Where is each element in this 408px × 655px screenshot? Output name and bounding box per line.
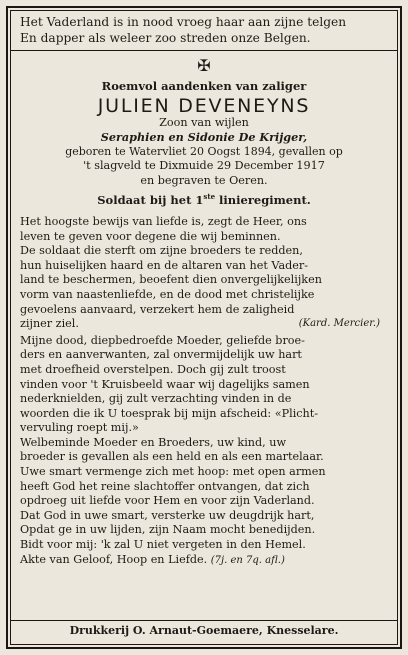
- card-content: [20, 14, 388, 568]
- paragraph-line: opdroeg uit liefde voor Hem en voor zijn Vaderland.: [20, 494, 315, 508]
- header-line-2: En dapper als weleer zoo streden onze Belgen.: [20, 31, 311, 45]
- paragraph-mother: [20, 334, 388, 436]
- paragraph-line: met droefheid overstelpen. Doch gij zult troost: [20, 362, 286, 376]
- paragraph-family: [20, 436, 388, 568]
- quote-attribution: (Kard. Mercier.): [298, 318, 380, 330]
- birth-line: geboren te Watervliet 20 Oogst 1894, gevallen op: [65, 144, 343, 158]
- paragraph-line: Mijne dood, diepbedroefde Moeder, geliefde broe-: [20, 333, 305, 347]
- paragraph-line: heeft God het reine slachtoffer ontvangen, dat zich: [20, 479, 310, 493]
- paragraph-line: Opdat ge in uw lijden, zijn Naam mocht benedijden.: [20, 523, 316, 537]
- printer-credit: Drukkerij O. Arnaut-Goemaere, Knesselare.: [69, 624, 339, 637]
- paragraph-line: ders en aanverwanten, zal onvermijdelijk uw hart: [20, 348, 302, 362]
- paragraph-love: [20, 215, 388, 332]
- acts-line: [20, 553, 388, 569]
- memorial-title: Roemvol aandenken van zaliger: [101, 79, 307, 93]
- indulgence-note: (7j. en 7q. afl.): [210, 554, 285, 566]
- acts-text: Akte van Geloof, Hoop en Liefde.: [20, 552, 208, 566]
- regiment-suffix: linieregiment.: [215, 192, 311, 207]
- paragraph-line: vervuling roept mij.»: [20, 421, 139, 435]
- death-line: 't slagveld te Dixmuide 29 December 1917: [83, 159, 325, 173]
- paragraph-line: [20, 317, 388, 332]
- paragraph-line: broeder is gevallen als een held en als een martelaar.: [20, 450, 324, 464]
- paragraph-line: vinden voor 't Kruisbeeld waar wij dagelijks samen: [20, 377, 310, 391]
- paragraph-line: Uwe smart vermenge zich met hoop: met open armen: [20, 465, 326, 479]
- paragraph-line: nederknielden, gij zult verzachting vinden in de: [20, 392, 292, 406]
- regiment-ordinal: ste: [203, 191, 216, 201]
- footer-divider: [10, 620, 398, 621]
- deceased-name: JULIEN DEVENEYNS: [97, 94, 311, 117]
- paragraph-line-text: zijner ziel.: [20, 317, 79, 331]
- paragraph-line: Dat God in uwe smart, versterke uw deugdrijk hart,: [20, 508, 315, 522]
- son-of-text: Zoon van wijlen: [159, 115, 249, 129]
- paragraph-line: land te beschermen, beoefent dien onvergelijkelijken: [20, 273, 322, 287]
- header-line-1: Het Vaderland is in nood vroeg haar aan zijne telgen: [20, 15, 347, 29]
- cross-icon: ✠: [197, 56, 211, 75]
- paragraph-line: woorden die ik U toesprak bij mijn afscheid: «Plicht-: [20, 406, 319, 420]
- header-divider: [10, 50, 398, 51]
- paragraph-line: Bidt voor mij: 'k zal U niet vergeten in den Hemel.: [20, 538, 306, 552]
- paragraph-line: De soldaat die sterft om zijne broeders te redden,: [20, 244, 303, 258]
- regiment-line: [20, 190, 388, 207]
- burial-line: en begraven te Oeren.: [140, 173, 268, 187]
- paragraph-line: Welbeminde Moeder en Broeders, uw kind, uw: [20, 435, 287, 449]
- paragraph-line: hun huiselijken haard en de altaren van het Vader-: [20, 258, 309, 272]
- paragraph-line: vorm van naastenliefde, en de dood met christelijke: [20, 287, 315, 301]
- parents-names: Seraphien en Sidonie De Krijger,: [100, 130, 308, 145]
- paragraph-line: Het hoogste bewijs van liefde is, zegt de Heer, ons: [20, 214, 307, 228]
- paragraph-line: leven te geven voor degene die wij beminnen.: [20, 229, 281, 243]
- paragraph-line: gevoelens aanvaard, verzekert hem de zaligheid: [20, 302, 295, 316]
- regiment-prefix: Soldaat bij het 1: [97, 192, 204, 207]
